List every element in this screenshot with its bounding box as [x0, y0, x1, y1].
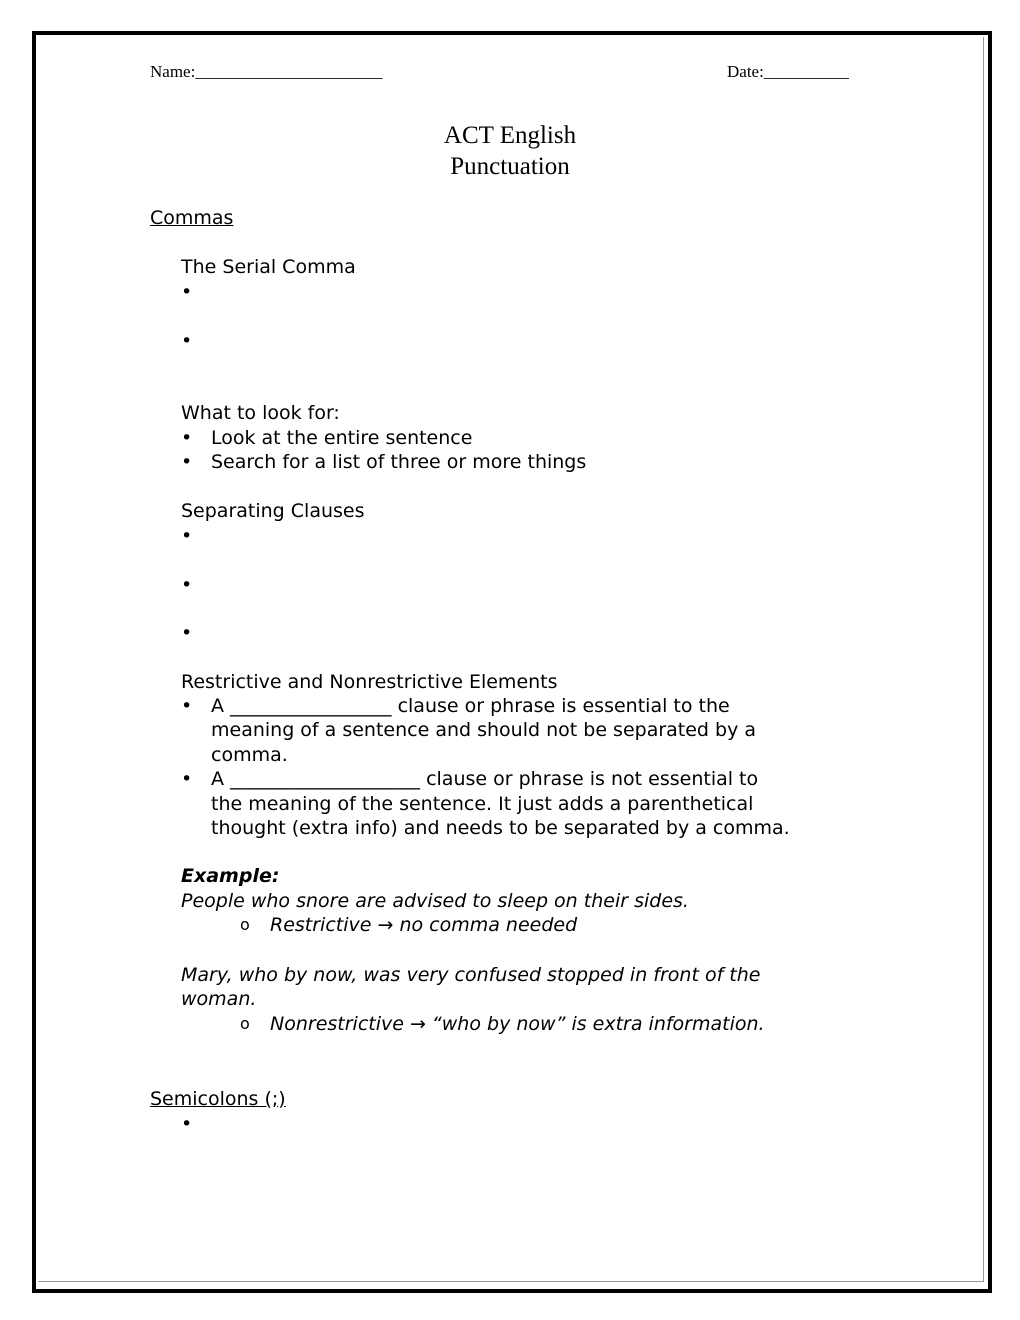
example-sentence-2: Mary, who by now, was very confused stopped in front of the: [181, 964, 761, 986]
subheading-separating-clauses: Separating Clauses: [181, 500, 365, 522]
empty-bullet: •: [181, 574, 193, 596]
example-label: Example:: [181, 865, 280, 887]
sub-bullet: o: [240, 915, 250, 934]
empty-bullet: •: [181, 1113, 193, 1135]
empty-bullet: •: [181, 622, 193, 644]
name-field: Name:______________________: [150, 62, 383, 81]
section-heading-commas: Commas: [150, 207, 234, 229]
bullet: •: [181, 427, 193, 449]
sub-bullet: o: [240, 1014, 250, 1033]
empty-bullet: •: [181, 330, 193, 352]
bullet: •: [181, 695, 193, 717]
title-line-2: Punctuation: [450, 153, 570, 180]
title-line-1: ACT English: [443, 122, 577, 149]
example-sentence-2-cont: woman.: [181, 988, 257, 1010]
date-field: Date:__________: [727, 62, 849, 81]
empty-bullet: •: [181, 281, 193, 303]
bullet: •: [181, 451, 193, 473]
subheading-restrictive: Restrictive and Nonrestrictive Elements: [181, 671, 558, 693]
empty-bullet: •: [181, 525, 193, 547]
subheading-serial-comma: The Serial Comma: [181, 256, 356, 278]
example-sentence-1: People who snore are advised to sleep on their sides.: [181, 890, 689, 912]
section-heading-semicolons: Semicolons (;): [150, 1088, 286, 1110]
bullet: •: [181, 768, 193, 790]
subheading-what-to-look-for: What to look for:: [181, 402, 340, 424]
